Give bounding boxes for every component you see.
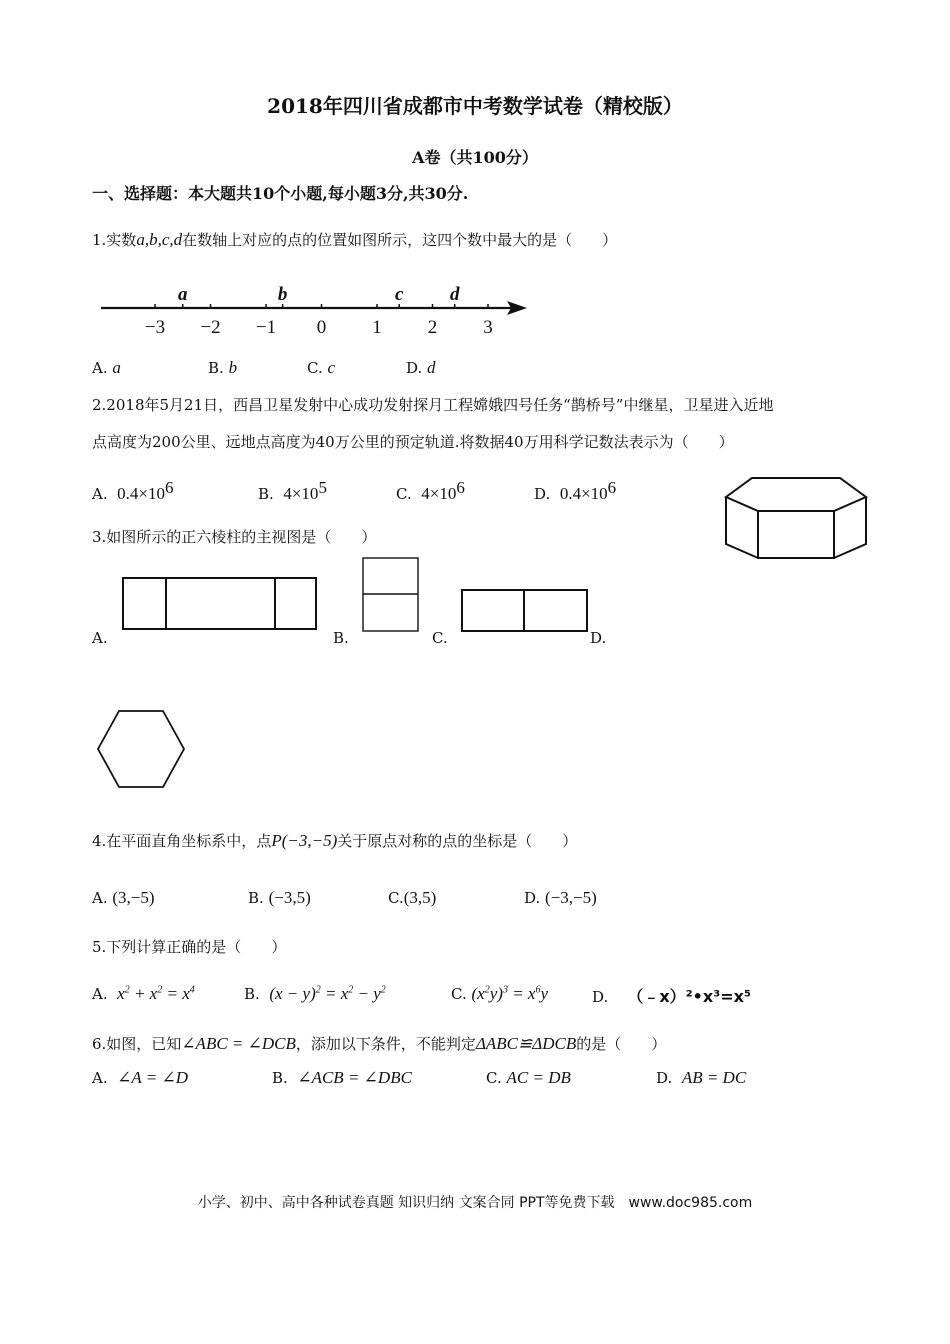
q4-option-d-value: (−3,−5) xyxy=(545,888,597,907)
q2-option-c-exp: 6 xyxy=(456,478,465,497)
q4-option-a-letter: A. xyxy=(92,889,108,907)
q3-option-c-label[interactable]: C. xyxy=(432,629,448,647)
q4-option-c-value: (3,5) xyxy=(403,888,437,907)
q1-option-d[interactable] xyxy=(406,358,436,378)
q5-option-a-letter: A. xyxy=(92,985,108,1003)
q1-suffix: 在数轴上对应的点的位置如图所示，这四个数中最大的是（ ） xyxy=(182,231,618,249)
q6-option-a-value: ∠A = ∠D xyxy=(117,1068,188,1087)
number-line-ticks xyxy=(145,304,493,338)
q2-option-b-base: 4×10 xyxy=(283,484,319,503)
q1-option-b-letter: B. xyxy=(208,359,224,377)
q2-option-a-letter: A. xyxy=(92,485,108,503)
q3-option-d-figure xyxy=(96,709,188,791)
number-line-point-label: c xyxy=(394,284,404,305)
q2-option-c-letter: C. xyxy=(396,485,412,503)
page-footer: 小学、初中、高中各种试卷真题 知识归纳 文案合同 PPT等免费下载 www.doc985.com xyxy=(197,1195,753,1211)
number-line-tick-label: 2 xyxy=(427,317,438,338)
q4-option-d[interactable] xyxy=(524,888,597,908)
q1-prefix: 1.实数 xyxy=(92,231,137,249)
q2-stem-line1: 2.2018年5月21日，西昌卫星发射中心成功发射探月工程嫦娥四号任务“鹊桥号”中继星，卫星进入近地 xyxy=(92,396,774,414)
number-line-tick-label: −1 xyxy=(255,317,277,338)
q2-option-d-letter: D. xyxy=(534,485,551,503)
q6-stem xyxy=(92,1033,666,1054)
q1-option-a[interactable] xyxy=(92,358,121,378)
q2-option-a-base: 0.4×10 xyxy=(117,484,165,503)
q2-stem-line2: 点高度为200公里、远地点高度为40万公里的预定轨道.将数据40万用科学记数法表示为（ ） xyxy=(92,433,734,451)
q4-option-b[interactable] xyxy=(248,888,311,908)
q6-option-c[interactable] xyxy=(486,1068,571,1088)
page-title: 2018年四川省成都市中考数学试卷（精校版） xyxy=(267,94,683,118)
q2-option-a[interactable] xyxy=(92,478,174,504)
number-line-figure xyxy=(95,278,535,344)
q2-option-c[interactable] xyxy=(396,478,465,504)
q1-option-a-letter: A. xyxy=(92,359,108,377)
q4-option-a[interactable] xyxy=(92,888,155,908)
q2-option-b-exp: 5 xyxy=(318,478,327,497)
q5-stem: 5.下列计算正确的是（ ） xyxy=(92,938,287,956)
q1-option-b-value: b xyxy=(228,358,238,377)
q3-option-c-figure xyxy=(461,589,589,633)
number-line-tick-label: −3 xyxy=(144,317,166,338)
q6-prefix: 6.如图，已知 xyxy=(92,1035,182,1053)
q6-option-c-value: AC = DB xyxy=(506,1068,571,1087)
q5-option-c-letter: C. xyxy=(451,985,467,1003)
q1-option-d-letter: D. xyxy=(406,359,423,377)
q5-option-b[interactable] xyxy=(244,984,386,1004)
q4-option-a-value: (3,−5) xyxy=(112,888,155,907)
q5-option-c[interactable] xyxy=(451,984,548,1004)
q6-option-d-letter: D. xyxy=(656,1069,673,1087)
q3-stem: 3.如图所示的正六棱柱的主视图是（ ） xyxy=(92,528,377,546)
q1-option-a-value: a xyxy=(112,358,121,377)
q4-option-c-letter: C. xyxy=(388,889,404,907)
q4-option-c[interactable] xyxy=(388,888,436,908)
q1-option-d-value: d xyxy=(427,358,436,377)
q6-middle: ，添加以下条件，不能判定 xyxy=(295,1035,476,1053)
q4-option-b-value: (−3,5) xyxy=(268,888,311,907)
q4-option-d-letter: D. xyxy=(524,889,541,907)
q3-option-a-label[interactable]: A. xyxy=(92,629,108,647)
q6-option-d[interactable] xyxy=(656,1068,746,1088)
number-line-points xyxy=(178,284,460,308)
q5-option-c-expr: $(x^2y)^3 = x^6y$ xyxy=(471,984,549,1003)
q6-option-b[interactable] xyxy=(272,1068,412,1088)
q6-option-a[interactable] xyxy=(92,1068,188,1088)
q6-congruence: ΔABC≌ΔDCB xyxy=(475,1034,577,1053)
q6-option-c-letter: C. xyxy=(486,1069,502,1087)
q2-option-b[interactable] xyxy=(258,478,327,504)
q4-stem xyxy=(92,830,577,851)
q1-option-c[interactable] xyxy=(307,358,335,378)
number-line-point-label: d xyxy=(449,284,460,305)
q2-option-c-base: 4×10 xyxy=(421,484,457,503)
q3-option-d-label[interactable]: D. xyxy=(590,629,607,647)
q5-option-d[interactable] xyxy=(592,984,751,1007)
number-line-point-label: a xyxy=(178,284,188,305)
q2-option-b-letter: B. xyxy=(258,485,274,503)
q5-option-b-letter: B. xyxy=(244,985,260,1003)
q6-option-a-letter: A. xyxy=(92,1069,108,1087)
q2-option-d-exp: 6 xyxy=(607,478,617,497)
q1-option-b[interactable] xyxy=(208,358,237,378)
q1-vars: a,b,c,d xyxy=(136,230,183,249)
q4-option-b-letter: B. xyxy=(248,889,264,907)
q6-option-d-value: AB = DC xyxy=(681,1068,747,1087)
q6-option-b-letter: B. xyxy=(272,1069,288,1087)
q5-option-d-expr: （﹣x）²•x³=x⁵ xyxy=(627,987,751,1006)
q5-option-a[interactable] xyxy=(92,984,195,1004)
q6-given: ∠ABC = ∠DCB xyxy=(181,1034,296,1053)
number-line-tick-label: 1 xyxy=(372,317,382,338)
q1-option-c-value: c xyxy=(327,358,336,377)
number-line-point-label: b xyxy=(277,284,288,305)
number-line-tick-label: 0 xyxy=(316,317,327,338)
q6-suffix: 的是（ ） xyxy=(576,1035,667,1053)
number-line-tick-label: −2 xyxy=(200,317,221,338)
q5-option-b-expr: $(x - y)^2 = x^2 - y^2$ xyxy=(269,984,386,1003)
q3-option-b-figure xyxy=(362,557,420,633)
q3-option-b-label[interactable]: B. xyxy=(333,629,349,647)
q4-point: P(−3,−5) xyxy=(271,831,338,850)
q2-option-a-exp: 6 xyxy=(165,478,174,497)
q4-prefix: 4.在平面直角坐标系中，点 xyxy=(92,832,272,850)
q2-option-d[interactable] xyxy=(534,478,616,504)
q5-option-d-letter: D. xyxy=(592,988,609,1006)
q4-suffix: 关于原点对称的点的坐标是（ ） xyxy=(337,832,578,850)
q3-option-a-figure xyxy=(122,577,318,631)
q2-option-d-base: 0.4×10 xyxy=(559,484,608,503)
part1-heading: 一、选择题：本大题共10个小题,每小题3分,共30分. xyxy=(92,184,469,203)
section-a-heading: A卷（共100分） xyxy=(412,148,538,167)
number-line-tick-label: 3 xyxy=(483,317,493,338)
hexagonal-prism-figure xyxy=(722,474,870,570)
q1-option-c-letter: C. xyxy=(307,359,323,377)
q5-option-a-expr: $x^2 + x^2 = x^4$ xyxy=(117,984,195,1003)
q6-option-b-value: ∠ACB = ∠DBC xyxy=(297,1068,412,1087)
q1-stem xyxy=(92,229,617,250)
